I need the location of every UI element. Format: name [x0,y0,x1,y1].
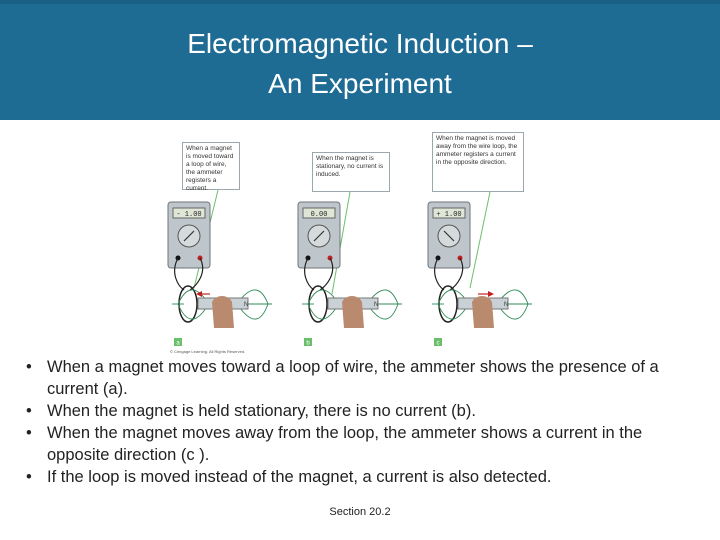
slide-title [0,4,720,124]
callout-b: When the magnet is stationary, no current is induced. [312,152,390,192]
magnet-label-a: N [244,302,249,308]
figure-copyright: © Cengage Learning. All Rights Reserved. [170,349,246,354]
slide-title-line-2: An Experiment [268,68,452,99]
bullet-item [22,466,702,488]
slide-title-line-1: Electromagnetic Induction – [187,28,533,59]
panel-b [298,202,402,347]
bullet-text: When the magnet moves away from the loop, the ammeter shows a current in the opposite direction (c ). [47,424,643,464]
section-footer: Section 20.2 [329,506,391,518]
bullet-item [22,356,702,400]
callout-c-leader [470,192,490,288]
ammeter-readout-a: - 1.00 [176,211,202,219]
panel-c [428,202,532,347]
bullet-dot: • [26,468,32,486]
bullet-dot: • [26,424,32,442]
bullet-text: When a magnet moves toward a loop of wire, the ammeter shows the presence of a current (a). [47,358,659,398]
panel-label-b: b [306,340,310,347]
panel-label-a: a [176,340,180,347]
magnet-label-b: N [374,302,379,308]
magnet-label-c: N [504,302,509,308]
bullet-text: When the magnet is held stationary, there is no current (b). [47,402,476,420]
bullet-text: If the loop is moved instead of the magnet, a current is also detected. [47,468,552,486]
callout-a: When a magnet is moved toward a loop of wire, the ammeter registers a current. [182,142,240,190]
bullet-list [22,356,702,488]
bullet-dot: • [26,402,32,420]
callout-c: When the magnet is moved away from the wire loop, the ammeter registers a current in the opposite direction. [432,132,524,192]
bullet-item [22,400,702,422]
bullet-item [22,422,702,466]
induction-experiment-figure [160,128,540,356]
ammeter-readout-c: + 1.00 [436,211,462,219]
panel-a [168,202,272,347]
title-banner [0,0,720,120]
panel-label-c: c [436,340,440,347]
ammeter-readout-b: 0.00 [310,211,328,219]
bullet-dot: • [26,358,32,376]
apparatus-drawing [160,128,540,356]
